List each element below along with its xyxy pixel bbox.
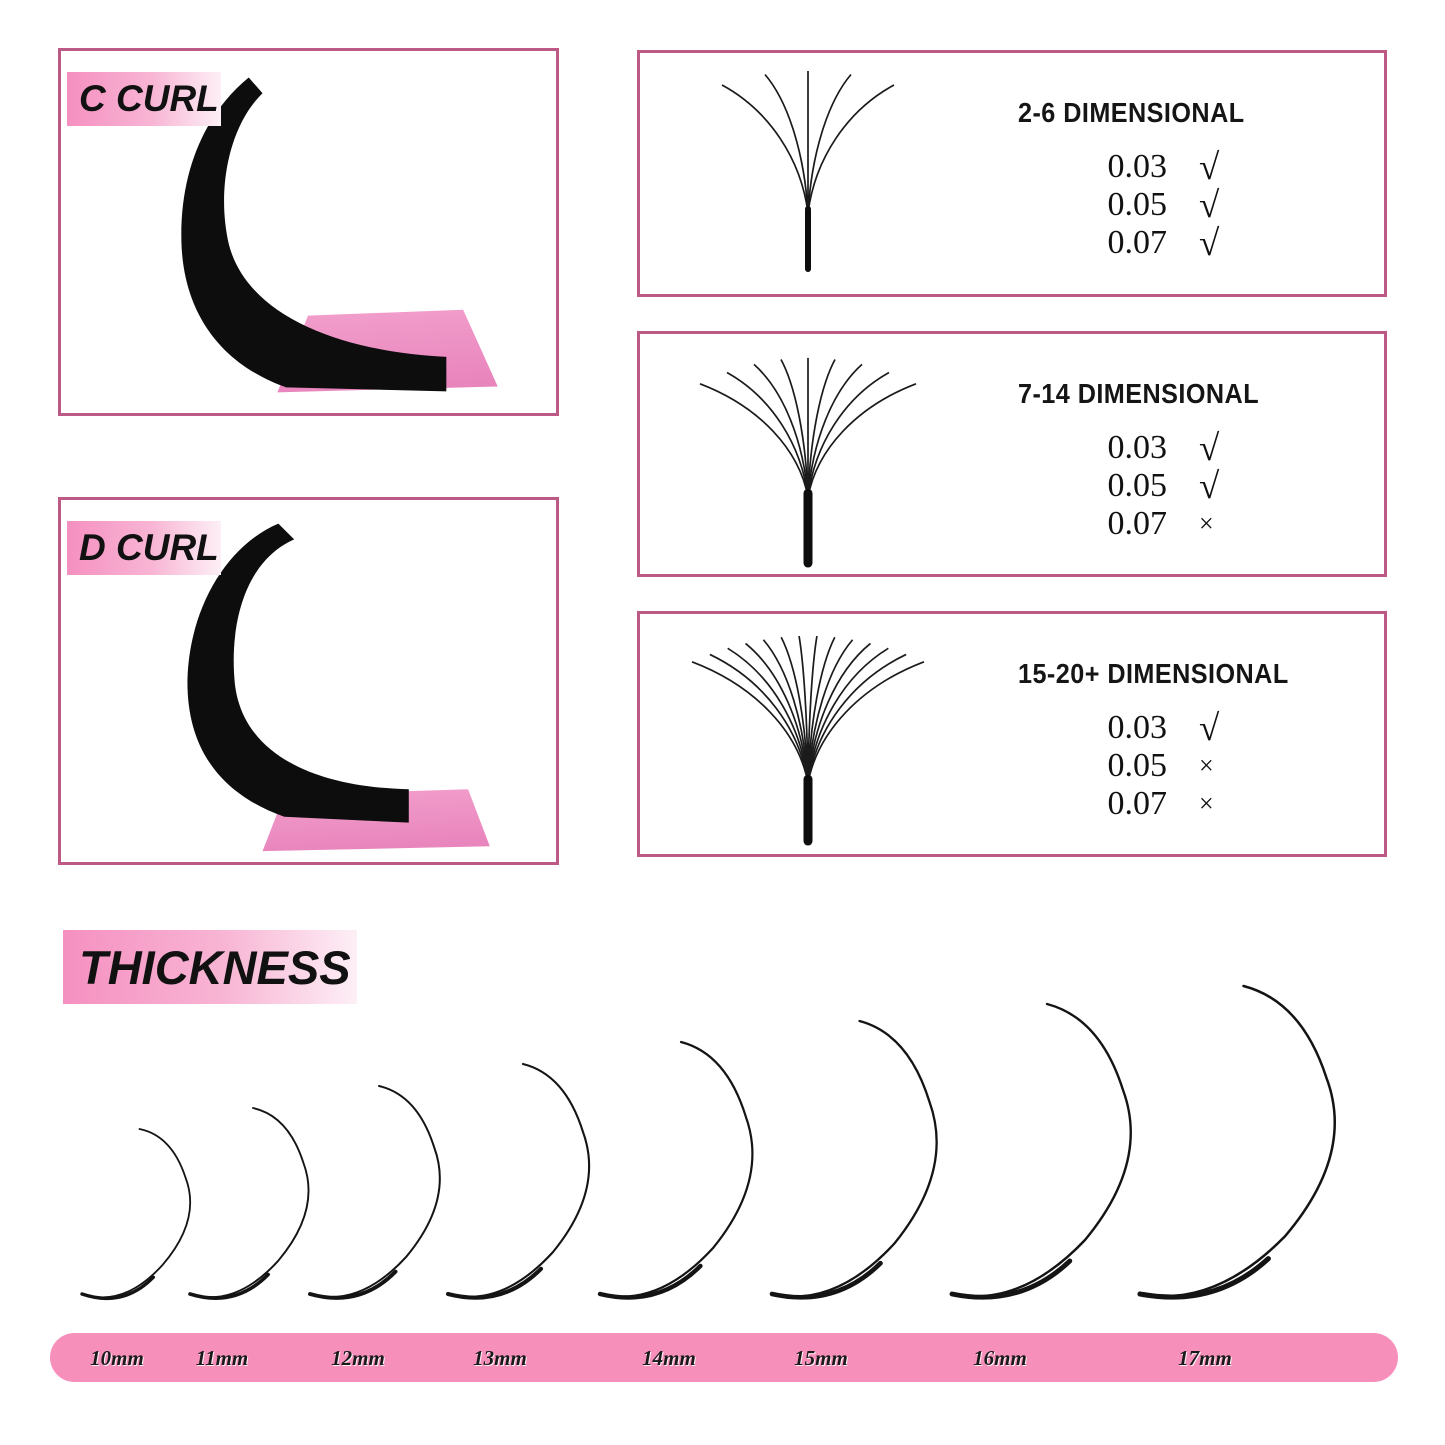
thickness-value: 0.05	[1107, 186, 1167, 223]
length-label-14mm: 14mm	[642, 1346, 696, 1370]
lash-fan-illustration	[640, 53, 1384, 294]
thickness-availability-list	[1083, 148, 1219, 262]
thickness-value: 0.05	[1107, 747, 1167, 784]
list-item	[1083, 148, 1219, 186]
availability-mark: ×	[1199, 789, 1214, 818]
list-item	[1083, 709, 1219, 747]
availability-mark: ×	[1199, 751, 1214, 780]
length-label-10mm: 10mm	[90, 1346, 144, 1370]
length-label-12mm: 12mm	[331, 1346, 385, 1370]
length-label-13mm: 13mm	[473, 1346, 527, 1370]
availability-mark: √	[1199, 707, 1220, 749]
panel-title: 15-20+ DIMENSIONAL	[1018, 658, 1289, 689]
dimension-panel-2-6	[637, 50, 1387, 297]
thickness-value: 0.03	[1107, 148, 1167, 185]
list-item	[1083, 186, 1219, 224]
availability-mark: √	[1199, 465, 1220, 507]
panel-title: 2-6 DIMENSIONAL	[1018, 97, 1245, 128]
thickness-heading: THICKNESS	[63, 930, 357, 1004]
list-item	[1083, 747, 1219, 785]
length-label-16mm: 16mm	[973, 1346, 1027, 1370]
availability-mark: √	[1199, 427, 1220, 469]
c-curl-panel	[58, 48, 559, 416]
thickness-availability-list	[1083, 709, 1219, 823]
thickness-value: 0.07	[1107, 505, 1167, 542]
c-curl-label: C CURL	[67, 72, 221, 126]
panel-title: 7-14 DIMENSIONAL	[1018, 378, 1260, 409]
length-label-11mm: 11mm	[195, 1346, 249, 1370]
availability-mark: ×	[1199, 509, 1214, 538]
list-item	[1083, 224, 1219, 262]
length-label-17mm: 17mm	[1178, 1346, 1232, 1370]
d-curl-label: D CURL	[67, 521, 221, 575]
list-item	[1083, 429, 1219, 467]
length-scale-bar	[50, 1333, 1398, 1382]
thickness-value: 0.07	[1107, 224, 1167, 261]
length-label-15mm: 15mm	[794, 1346, 848, 1370]
thickness-availability-list	[1083, 429, 1219, 543]
dimension-panel-7-14	[637, 331, 1387, 577]
lash-fan-illustration	[640, 614, 1384, 854]
availability-mark: √	[1199, 222, 1220, 264]
lash-fan-illustration	[640, 334, 1384, 574]
d-curl-panel	[58, 497, 559, 865]
thickness-value: 0.03	[1107, 709, 1167, 746]
thickness-value: 0.03	[1107, 429, 1167, 466]
thickness-value: 0.07	[1107, 785, 1167, 822]
thickness-value: 0.05	[1107, 467, 1167, 504]
dimension-panel-15-20	[637, 611, 1387, 857]
availability-mark: √	[1199, 184, 1220, 226]
list-item	[1083, 785, 1219, 823]
list-item	[1083, 467, 1219, 505]
list-item	[1083, 505, 1219, 543]
availability-mark: √	[1199, 146, 1220, 188]
